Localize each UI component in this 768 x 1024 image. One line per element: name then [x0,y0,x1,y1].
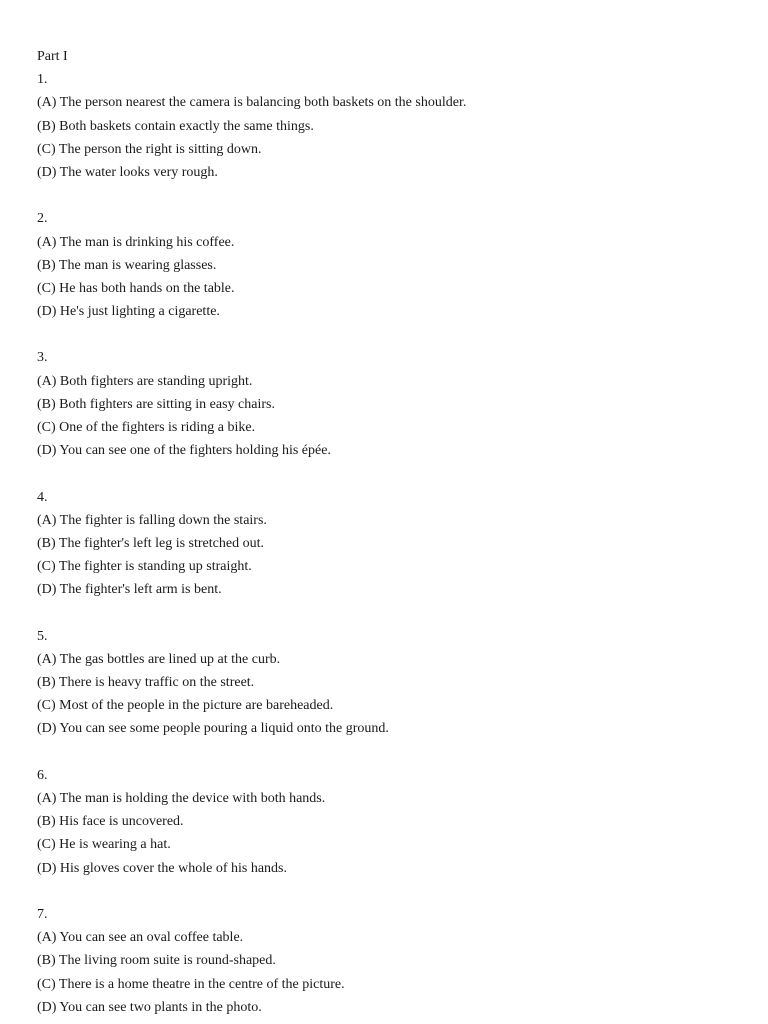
answer-option-a: (A) The man is drinking his coffee. [37,234,235,250]
question-list [37,68,737,1019]
question-6 [37,764,737,880]
question-number: 5. [37,628,48,644]
answer-option-a: (A) Both fighters are standing upright. [37,373,253,389]
answer-option-a: (A) You can see an oval coffee table. [37,930,244,946]
answer-option-b: (B) Both fighters are sitting in easy chairs. [37,396,275,412]
question-7 [37,903,737,1019]
answer-option-d: (D) You can see one of the fighters holding his épée. [37,443,331,459]
question-number: 7. [37,906,48,922]
answer-option-a: (A) The gas bottles are lined up at the curb. [37,651,281,667]
answer-option-d: (D) The water looks very rough. [37,164,218,180]
answer-option-c: (C) The person the right is sitting down. [37,141,262,157]
question-2 [37,207,737,323]
answer-option-b: (B) Both baskets contain exactly the same things. [37,118,314,134]
answer-option-d: (D) The fighter's left arm is bent. [37,582,222,598]
answer-option-c: (C) He is wearing a hat. [37,837,171,853]
answer-option-b: (B) The living room suite is round-shaped. [37,953,276,969]
answer-option-d: (D) His gloves cover the whole of his hands. [37,860,288,876]
question-number: 3. [37,350,48,366]
question-number: 6. [37,767,48,783]
question-1 [37,68,737,184]
answer-option-b: (B) There is heavy traffic on the street. [37,675,255,691]
answer-option-d: (D) He's just lighting a cigarette. [37,304,220,320]
part-title: Part I [37,49,68,64]
question-number: 4. [37,489,48,505]
answer-option-a: (A) The person nearest the camera is balancing both baskets on the shoulder. [37,95,467,111]
question-3 [37,346,737,462]
answer-option-d: (D) You can see two plants in the photo. [37,999,262,1015]
question-4 [37,486,737,602]
answer-option-d: (D) You can see some people pouring a liquid onto the ground. [37,721,389,737]
question-number: 2. [37,211,48,227]
answer-option-a: (A) The man is holding the device with both hands. [37,791,326,806]
answer-option-c: (C) Most of the people in the picture are bareheaded. [37,698,334,714]
question-5 [37,625,737,741]
answer-option-a: (A) The fighter is falling down the stairs. [37,512,267,528]
question-number: 1. [37,72,48,88]
answer-option-c: (C) There is a home theatre in the centre of the picture. [37,976,345,992]
answer-option-c: (C) He has both hands on the table. [37,280,235,296]
document-page [37,45,737,1019]
answer-option-b: (B) His face is uncovered. [37,814,184,830]
answer-option-c: (C) One of the fighters is riding a bike. [37,420,256,435]
answer-option-b: (B) The man is wearing glasses. [37,257,217,273]
answer-option-c: (C) The fighter is standing up straight. [37,559,252,575]
answer-option-b: (B) The fighter's left leg is stretched out. [37,535,264,551]
